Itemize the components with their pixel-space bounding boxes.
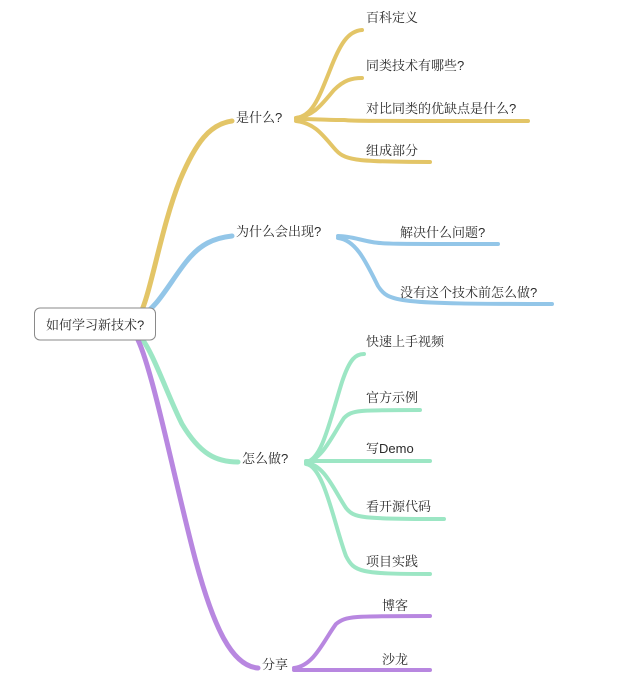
branch-node-how[interactable]: 怎么做?	[242, 451, 289, 466]
leaf-node-how-1[interactable]: 快速上手视频	[366, 334, 445, 349]
branch-line-what-child-3	[296, 119, 528, 121]
branch-line-share-child-1	[294, 616, 430, 668]
branch-line-how-trunk	[138, 334, 238, 462]
leaf-node-what-1[interactable]: 百科定义	[366, 10, 419, 25]
branch-line-what-trunk	[138, 121, 232, 318]
branch-line-share-trunk	[136, 336, 258, 668]
leaf-node-how-4[interactable]: 看开源代码	[366, 499, 432, 514]
leaf-node-why-1[interactable]: 解决什么问题?	[400, 225, 486, 240]
branch-line-what-child-1	[296, 30, 362, 118]
leaf-node-what-3[interactable]: 对比同类的优缺点是什么?	[366, 101, 517, 116]
branch-node-share[interactable]: 分享	[262, 657, 289, 672]
leaf-node-share-2[interactable]: 沙龙	[382, 652, 409, 667]
leaf-node-share-1[interactable]: 博客	[382, 598, 409, 613]
leaf-node-how-3[interactable]: 写Demo	[366, 441, 414, 456]
leaf-node-what-2[interactable]: 同类技术有哪些?	[366, 58, 465, 73]
leaf-node-how-5[interactable]: 项目实践	[366, 554, 419, 569]
leaf-node-why-2[interactable]: 没有这个技术前怎么做?	[400, 285, 538, 300]
branch-node-why[interactable]: 为什么会出现?	[236, 224, 322, 239]
root-node[interactable]: 如何学习新技术?	[34, 308, 156, 341]
branch-line-how-child-1	[306, 354, 364, 462]
leaf-node-how-2[interactable]: 官方示例	[366, 390, 419, 405]
leaf-node-what-4[interactable]: 组成部分	[366, 143, 419, 158]
branch-node-what[interactable]: 是什么?	[236, 110, 283, 125]
